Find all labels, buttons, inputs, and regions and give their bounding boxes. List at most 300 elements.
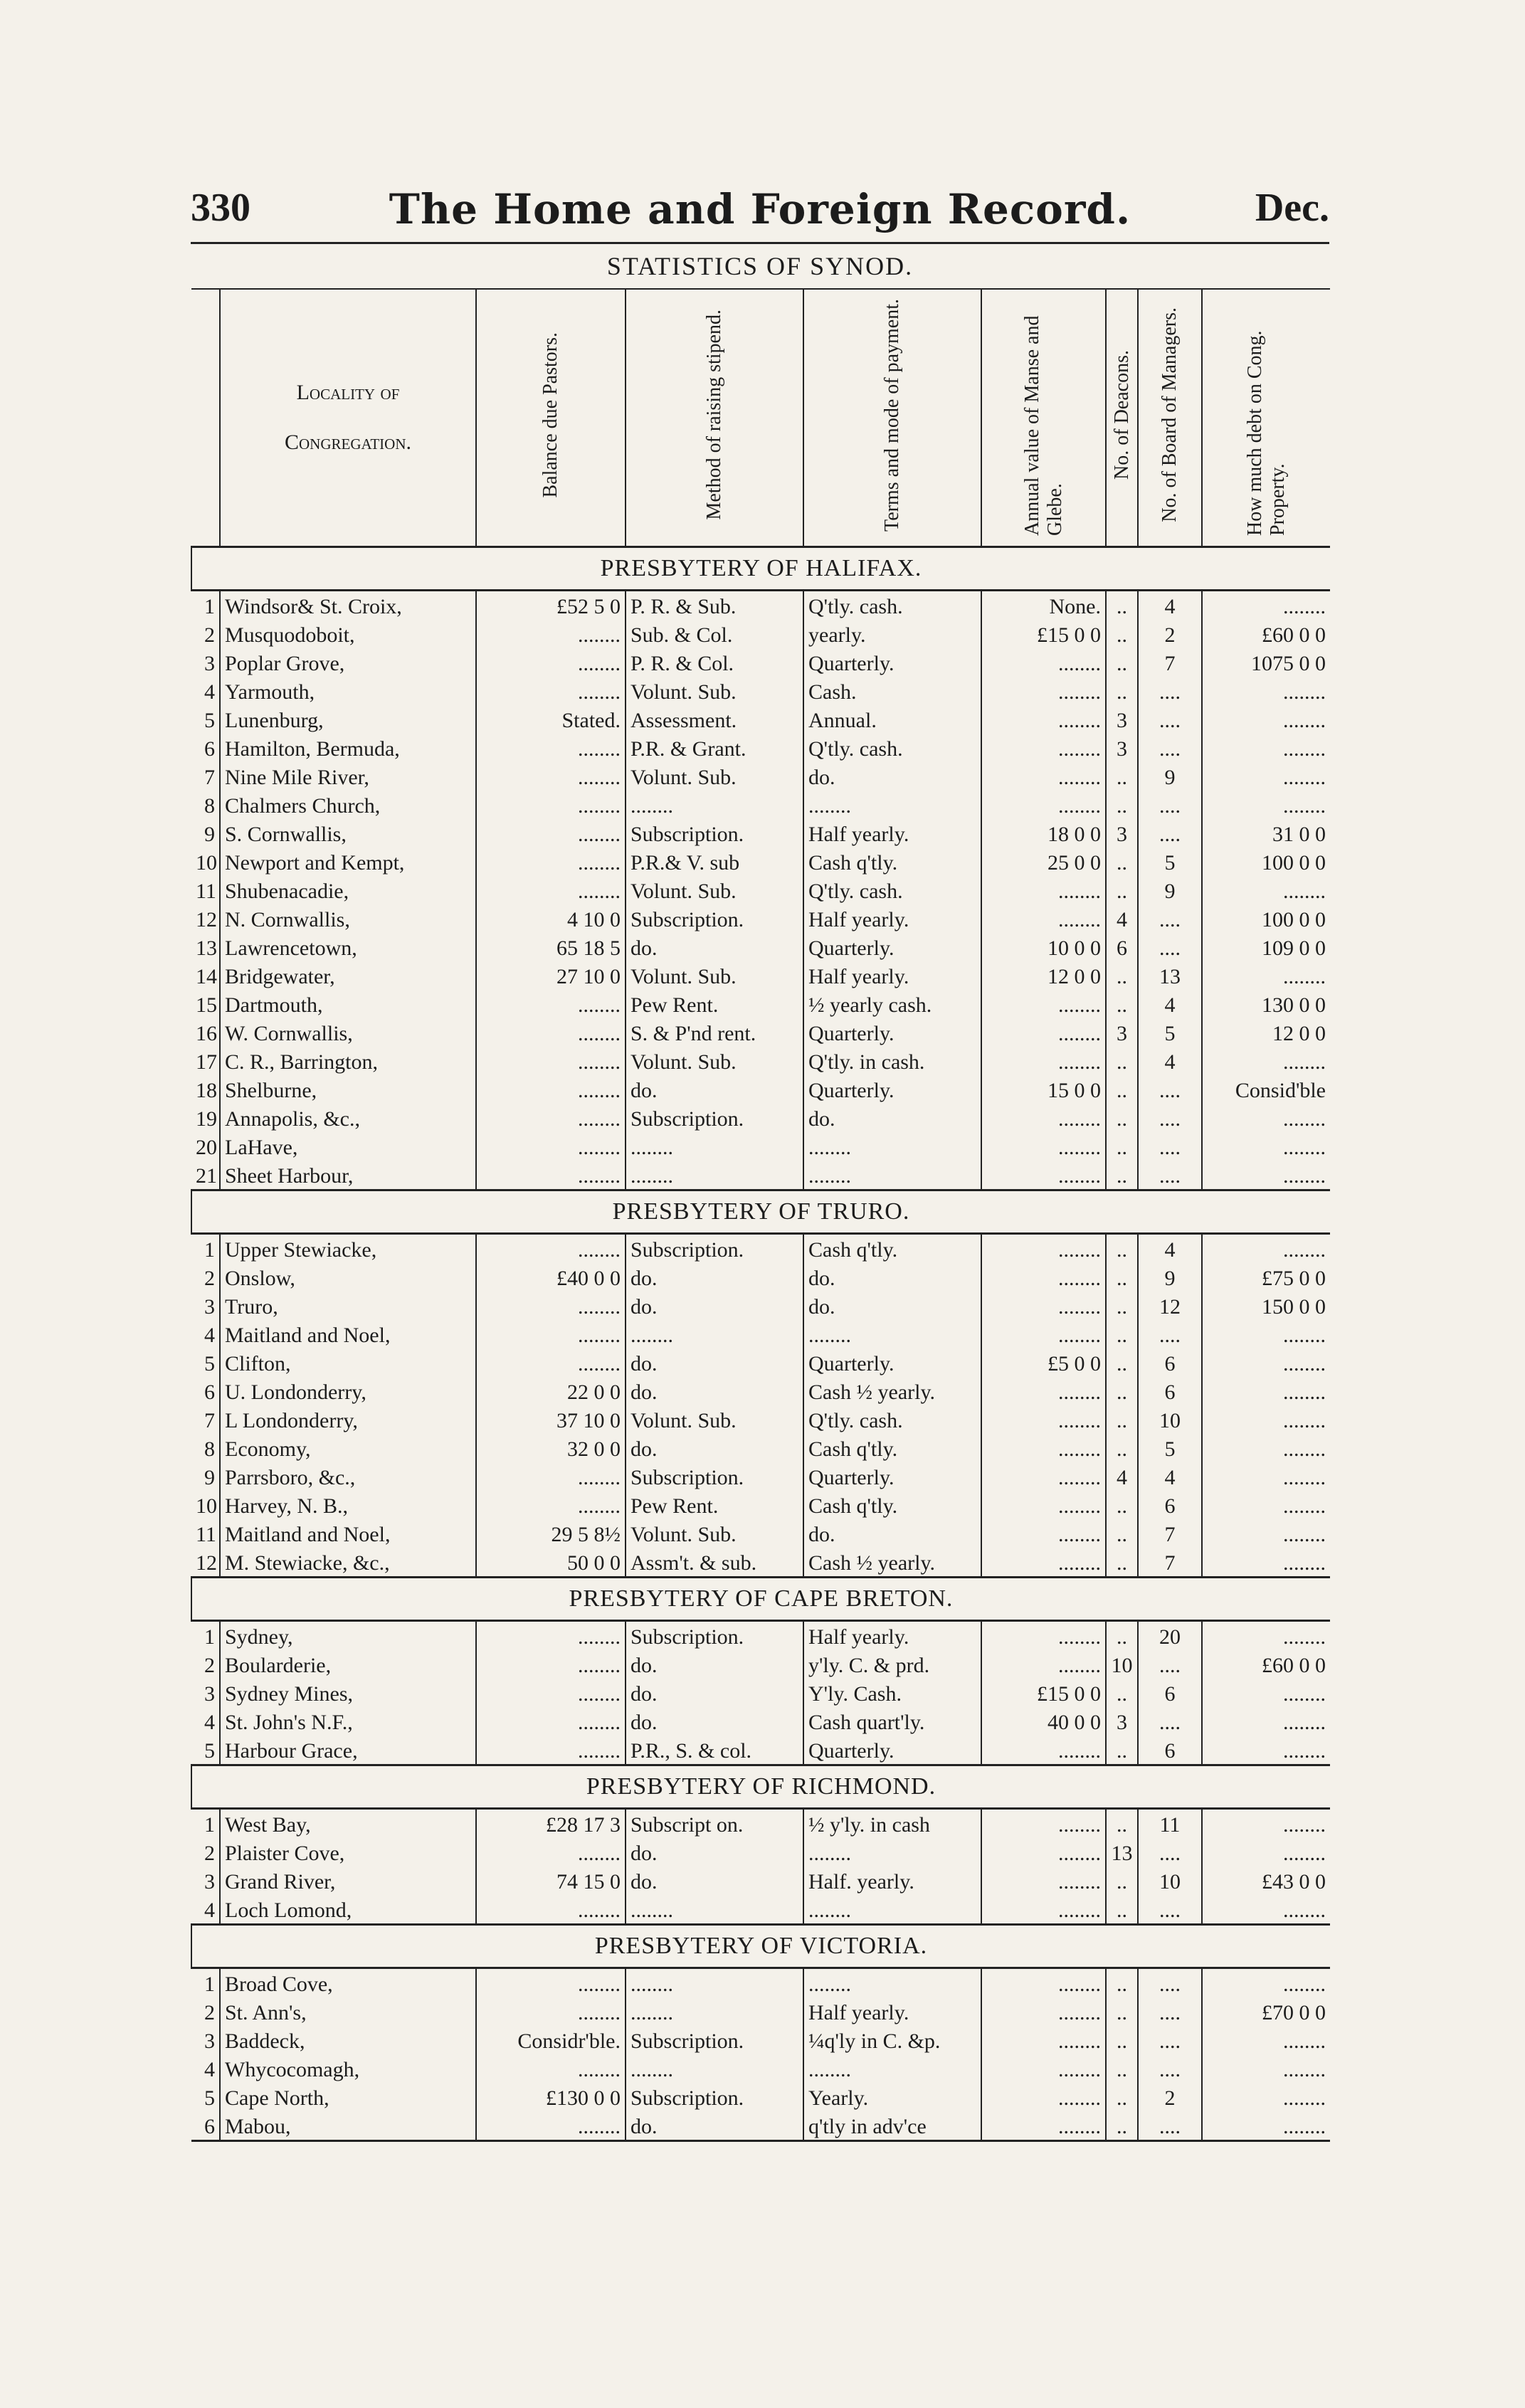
balance-cell: ........	[476, 1462, 626, 1491]
managers-cell: ....	[1138, 933, 1202, 961]
terms-cell: ¼q'ly in C. &p.	[803, 2026, 981, 2054]
locality-cell: Shubenacadie,	[220, 876, 476, 904]
journal-title: The Home and Foreign Record.	[389, 185, 1131, 233]
managers-cell: 6	[1138, 1679, 1202, 1707]
row-number: 7	[204, 766, 215, 789]
method-cell: Volunt. Sub.	[626, 1405, 803, 1434]
terms-cell: Q'tly. cash.	[803, 734, 981, 762]
debt-cell: ........	[1202, 1838, 1330, 1866]
deacons-cell: ..	[1106, 1968, 1138, 1998]
manse-cell: ........	[981, 1405, 1106, 1434]
row-number: 5	[204, 1739, 215, 1763]
table-row	[191, 1809, 1330, 1839]
managers-cell: 2	[1138, 2083, 1202, 2111]
balance-cell: 22 0 0	[476, 1377, 626, 1405]
managers-cell: ....	[1138, 1707, 1202, 1736]
balance-cell: ........	[476, 1997, 626, 2026]
managers-cell: ....	[1138, 2026, 1202, 2054]
terms-cell: Quarterly.	[803, 1348, 981, 1377]
deacons-cell: ..	[1106, 1047, 1138, 1075]
manse-cell: ........	[981, 876, 1106, 904]
row-number: 6	[204, 737, 215, 761]
presbytery-heading-row	[191, 1765, 1330, 1809]
balance-cell: ........	[476, 1132, 626, 1161]
terms-cell: ........	[803, 2054, 981, 2083]
method-cell: do.	[626, 1707, 803, 1736]
balance-cell: ........	[476, 762, 626, 791]
manse-cell: ........	[981, 1161, 1106, 1190]
deacons-cell: ..	[1106, 677, 1138, 705]
debt-cell: Consid'ble	[1202, 1075, 1330, 1104]
row-number: 3	[204, 1870, 215, 1894]
deacons-cell: ..	[1106, 1736, 1138, 1765]
row-number: 11	[196, 880, 216, 903]
presbytery-heading-row	[191, 1925, 1330, 1968]
debt-cell: 130 0 0	[1202, 990, 1330, 1018]
presbytery-heading: PRESBYTERY OF TRURO.	[191, 1190, 1330, 1234]
locality-cell: Bridgewater,	[220, 961, 476, 990]
method-cell: Subscription.	[626, 1462, 803, 1491]
balance-cell: ........	[476, 2111, 626, 2141]
method-cell: do.	[626, 1679, 803, 1707]
method-cell: do.	[626, 2111, 803, 2141]
deacons-cell: ..	[1106, 1104, 1138, 1132]
method-cell: P.R.& V. sub	[626, 847, 803, 876]
debt-cell: 12 0 0	[1202, 1018, 1330, 1047]
row-number: 4	[204, 2058, 215, 2081]
row-number: 17	[196, 1050, 217, 1074]
manse-cell: ........	[981, 762, 1106, 791]
locality-cell: Sheet Harbour,	[220, 1161, 476, 1190]
locality-cell: Hamilton, Bermuda,	[220, 734, 476, 762]
manse-cell: ........	[981, 1736, 1106, 1765]
debt-cell: ........	[1202, 1519, 1330, 1548]
debt-cell: ........	[1202, 1736, 1330, 1765]
balance-cell: ........	[476, 648, 626, 677]
header-manse-text: Annual value of Manse and Glebe.	[1020, 315, 1066, 536]
manse-cell: None.	[981, 591, 1106, 621]
debt-cell: ........	[1202, 1434, 1330, 1462]
row-number: 10	[196, 851, 217, 875]
terms-cell: ........	[803, 1838, 981, 1866]
terms-cell: Quarterly.	[803, 648, 981, 677]
debt-cell: ........	[1202, 791, 1330, 819]
debt-cell: ........	[1202, 1621, 1330, 1651]
deacons-cell: ..	[1106, 1809, 1138, 1839]
table-row	[191, 904, 1330, 933]
managers-cell: 7	[1138, 1548, 1202, 1578]
presbytery-heading: PRESBYTERY OF HALIFAX.	[191, 547, 1330, 591]
managers-cell: 6	[1138, 1377, 1202, 1405]
manse-cell: ........	[981, 677, 1106, 705]
terms-cell: Y'ly. Cash.	[803, 1679, 981, 1707]
manse-cell: ........	[981, 1866, 1106, 1895]
deacons-cell: 10	[1106, 1650, 1138, 1679]
locality-cell: Newport and Kempt,	[220, 847, 476, 876]
terms-cell: Quarterly.	[803, 1736, 981, 1765]
header-debt-text: How much debt on Cong. Property.	[1243, 330, 1289, 536]
manse-cell: ........	[981, 791, 1106, 819]
row-number: 4	[204, 1899, 215, 1922]
manse-cell: ........	[981, 648, 1106, 677]
row-number: 3	[204, 1295, 215, 1319]
balance-cell: 74 15 0	[476, 1866, 626, 1895]
balance-cell: 32 0 0	[476, 1434, 626, 1462]
deacons-cell: 3	[1106, 819, 1138, 847]
page	[191, 171, 1329, 2142]
table-row	[191, 1997, 1330, 2026]
debt-cell: 1075 0 0	[1202, 648, 1330, 677]
balance-cell: ........	[476, 1491, 626, 1519]
balance-cell: ........	[476, 1161, 626, 1190]
managers-cell: ....	[1138, 677, 1202, 705]
locality-cell: Clifton,	[220, 1348, 476, 1377]
locality-cell: S. Cornwallis,	[220, 819, 476, 847]
terms-cell: Q'tly. cash.	[803, 591, 981, 621]
locality-cell: Boularderie,	[220, 1650, 476, 1679]
locality-cell: Poplar Grove,	[220, 648, 476, 677]
managers-cell: ....	[1138, 705, 1202, 734]
header-terms	[803, 289, 981, 547]
row-number: 9	[204, 1466, 215, 1489]
locality-cell: LaHave,	[220, 1132, 476, 1161]
terms-cell: do.	[803, 1519, 981, 1548]
table-row	[191, 1292, 1330, 1320]
managers-cell: 4	[1138, 1047, 1202, 1075]
header-method	[626, 289, 803, 547]
managers-cell: ....	[1138, 1132, 1202, 1161]
row-number: 14	[196, 965, 217, 988]
locality-cell: W. Cornwallis,	[220, 1018, 476, 1047]
balance-cell: ........	[476, 1348, 626, 1377]
row-number: 3	[204, 1682, 215, 1706]
table-body	[191, 547, 1330, 2141]
locality-cell: Sydney Mines,	[220, 1679, 476, 1707]
managers-cell: 5	[1138, 1434, 1202, 1462]
table-row	[191, 1018, 1330, 1047]
locality-cell: Sydney,	[220, 1621, 476, 1651]
managers-cell: 11	[1138, 1809, 1202, 1839]
row-number: 12	[196, 908, 217, 931]
terms-cell: ........	[803, 1132, 981, 1161]
deacons-cell: ..	[1106, 1434, 1138, 1462]
method-cell: Volunt. Sub.	[626, 1519, 803, 1548]
manse-cell: 18 0 0	[981, 819, 1106, 847]
method-cell: do.	[626, 1263, 803, 1292]
deacons-cell: ..	[1106, 1405, 1138, 1434]
manse-cell: ........	[981, 904, 1106, 933]
locality-cell: Upper Stewiacke,	[220, 1234, 476, 1264]
debt-cell: ........	[1202, 1462, 1330, 1491]
method-cell: do.	[626, 1377, 803, 1405]
table-row	[191, 762, 1330, 791]
terms-cell: ........	[803, 1320, 981, 1348]
method-cell: Volunt. Sub.	[626, 677, 803, 705]
balance-cell: ........	[476, 1075, 626, 1104]
deacons-cell: ..	[1106, 591, 1138, 621]
locality-cell: N. Cornwallis,	[220, 904, 476, 933]
manse-cell: ........	[981, 1018, 1106, 1047]
deacons-cell: ..	[1106, 1491, 1138, 1519]
balance-cell: ........	[476, 1104, 626, 1132]
deacons-cell: ..	[1106, 1075, 1138, 1104]
deacons-cell: ..	[1106, 791, 1138, 819]
deacons-cell: 3	[1106, 1707, 1138, 1736]
deacons-cell: ..	[1106, 1548, 1138, 1578]
method-cell: Subscript on.	[626, 1809, 803, 1839]
manse-cell: ........	[981, 1263, 1106, 1292]
managers-cell: ....	[1138, 1320, 1202, 1348]
row-number: 21	[196, 1164, 217, 1188]
managers-cell: 7	[1138, 648, 1202, 677]
debt-cell: ........	[1202, 1161, 1330, 1190]
locality-cell: Shelburne,	[220, 1075, 476, 1104]
method-cell: Volunt. Sub.	[626, 876, 803, 904]
balance-cell: Stated.	[476, 705, 626, 734]
managers-cell: 6	[1138, 1491, 1202, 1519]
method-cell: ........	[626, 1132, 803, 1161]
manse-cell: ........	[981, 2054, 1106, 2083]
terms-cell: ½ yearly cash.	[803, 990, 981, 1018]
debt-cell: ........	[1202, 1104, 1330, 1132]
debt-cell: ........	[1202, 705, 1330, 734]
locality-cell: Economy,	[220, 1434, 476, 1462]
row-number: 8	[204, 794, 215, 818]
deacons-cell: ..	[1106, 1997, 1138, 2026]
method-cell: Volunt. Sub.	[626, 762, 803, 791]
debt-cell: ........	[1202, 1234, 1330, 1264]
table-row	[191, 1838, 1330, 1866]
method-cell: do.	[626, 1838, 803, 1866]
row-number: 19	[196, 1107, 217, 1131]
locality-cell: Cape North,	[220, 2083, 476, 2111]
header-balance-text: Balance due Pastors.	[539, 332, 561, 498]
manse-cell: ........	[981, 1519, 1106, 1548]
manse-cell: ........	[981, 705, 1106, 734]
table-row	[191, 1234, 1330, 1264]
managers-cell: ....	[1138, 734, 1202, 762]
method-cell: P. R. & Sub.	[626, 591, 803, 621]
method-cell: do.	[626, 1348, 803, 1377]
debt-cell: ........	[1202, 1707, 1330, 1736]
manse-cell: ........	[981, 1491, 1106, 1519]
method-cell: Subscription.	[626, 2026, 803, 2054]
balance-cell: ........	[476, 1895, 626, 1925]
debt-cell: ........	[1202, 677, 1330, 705]
method-cell: P. R. & Col.	[626, 648, 803, 677]
manse-cell: £5 0 0	[981, 1348, 1106, 1377]
header-locality-line1: Locality of	[296, 381, 400, 404]
locality-cell: Harbour Grace,	[220, 1736, 476, 1765]
terms-cell: ½ y'ly. in cash	[803, 1809, 981, 1839]
terms-cell: Half yearly.	[803, 1997, 981, 2026]
terms-cell: Half yearly.	[803, 904, 981, 933]
deacons-cell: ..	[1106, 648, 1138, 677]
locality-cell: Maitland and Noel,	[220, 1320, 476, 1348]
locality-cell: Onslow,	[220, 1263, 476, 1292]
debt-cell: ........	[1202, 876, 1330, 904]
table-title: STATISTICS OF SYNOD.	[191, 242, 1329, 288]
table-row	[191, 648, 1330, 677]
managers-cell: ....	[1138, 1104, 1202, 1132]
table-row	[191, 1621, 1330, 1651]
manse-cell: ........	[981, 1838, 1106, 1866]
manse-cell: ........	[981, 1434, 1106, 1462]
locality-cell: Yarmouth,	[220, 677, 476, 705]
row-number: 3	[204, 2029, 215, 2053]
locality-cell: L Londonderry,	[220, 1405, 476, 1434]
terms-cell: Q'tly. cash.	[803, 876, 981, 904]
table-row	[191, 591, 1330, 621]
method-cell: Pew Rent.	[626, 1491, 803, 1519]
debt-cell: £70 0 0	[1202, 1997, 1330, 2026]
manse-cell: ........	[981, 1377, 1106, 1405]
row-number: 15	[196, 993, 217, 1017]
balance-cell: 29 5 8½	[476, 1519, 626, 1548]
deacons-cell: ..	[1106, 1866, 1138, 1895]
deacons-cell: ..	[1106, 2083, 1138, 2111]
deacons-cell: ..	[1106, 1519, 1138, 1548]
managers-cell: ....	[1138, 791, 1202, 819]
deacons-cell: ..	[1106, 1895, 1138, 1925]
balance-cell: ........	[476, 1234, 626, 1264]
method-cell: P.R. & Grant.	[626, 734, 803, 762]
method-cell: Volunt. Sub.	[626, 961, 803, 990]
method-cell: S. & P'nd rent.	[626, 1018, 803, 1047]
managers-cell: 4	[1138, 591, 1202, 621]
row-number: 6	[204, 1380, 215, 1404]
manse-cell: ........	[981, 1132, 1106, 1161]
table-row	[191, 1968, 1330, 1998]
terms-cell: Quarterly.	[803, 1462, 981, 1491]
debt-cell: ........	[1202, 1047, 1330, 1075]
balance-cell: 65 18 5	[476, 933, 626, 961]
method-cell: Subscription.	[626, 2083, 803, 2111]
row-number: 1	[204, 1973, 215, 1996]
locality-cell: C. R., Barrington,	[220, 1047, 476, 1075]
header-deacons	[1106, 289, 1138, 547]
managers-cell: ....	[1138, 819, 1202, 847]
method-cell: Pew Rent.	[626, 990, 803, 1018]
balance-cell: ........	[476, 791, 626, 819]
terms-cell: Q'tly. cash.	[803, 1405, 981, 1434]
header-deacons-text: No. of Deacons.	[1110, 350, 1133, 480]
page-number: 330	[191, 186, 250, 230]
debt-cell: 100 0 0	[1202, 904, 1330, 933]
balance-cell: £40 0 0	[476, 1263, 626, 1292]
balance-cell: 27 10 0	[476, 961, 626, 990]
terms-cell: Quarterly.	[803, 1075, 981, 1104]
deacons-cell: ..	[1106, 847, 1138, 876]
manse-cell: ........	[981, 1809, 1106, 1839]
method-cell: do.	[626, 1075, 803, 1104]
statistics-table	[191, 288, 1330, 2142]
debt-cell: ........	[1202, 2083, 1330, 2111]
manse-cell: ........	[981, 1895, 1106, 1925]
method-cell: Assm't. & sub.	[626, 1548, 803, 1578]
table-row	[191, 1548, 1330, 1578]
row-number: 8	[204, 1437, 215, 1461]
balance-cell: ........	[476, 1679, 626, 1707]
row-number: 3	[204, 652, 215, 675]
manse-cell: ........	[981, 990, 1106, 1018]
manse-cell: ........	[981, 1320, 1106, 1348]
header-manse	[981, 289, 1106, 547]
balance-cell: ........	[476, 1707, 626, 1736]
managers-cell: 4	[1138, 990, 1202, 1018]
issue-month: Dec.	[1255, 186, 1329, 230]
table-row	[191, 1736, 1330, 1765]
manse-cell: ........	[981, 1997, 1106, 2026]
debt-cell: ........	[1202, 961, 1330, 990]
locality-cell: Mabou,	[220, 2111, 476, 2141]
table-row	[191, 1263, 1330, 1292]
table-row	[191, 2111, 1330, 2141]
debt-cell: ........	[1202, 2111, 1330, 2141]
terms-cell: yearly.	[803, 620, 981, 648]
manse-cell: 10 0 0	[981, 933, 1106, 961]
table-row	[191, 1348, 1330, 1377]
balance-cell: ........	[476, 1838, 626, 1866]
terms-cell: do.	[803, 1292, 981, 1320]
managers-cell: 12	[1138, 1292, 1202, 1320]
balance-cell: £130 0 0	[476, 2083, 626, 2111]
debt-cell: ........	[1202, 1968, 1330, 1998]
debt-cell: ........	[1202, 1132, 1330, 1161]
debt-cell: ........	[1202, 591, 1330, 621]
manse-cell: 25 0 0	[981, 847, 1106, 876]
managers-cell: 6	[1138, 1736, 1202, 1765]
deacons-cell: ..	[1106, 1292, 1138, 1320]
table-row	[191, 705, 1330, 734]
balance-cell: ........	[476, 876, 626, 904]
table-row	[191, 734, 1330, 762]
row-number: 1	[204, 595, 215, 618]
row-number: 4	[204, 680, 215, 704]
balance-cell: ........	[476, 1621, 626, 1651]
header-managers-text: No. of Board of Managers.	[1159, 307, 1181, 522]
managers-cell: ....	[1138, 1161, 1202, 1190]
terms-cell: Yearly.	[803, 2083, 981, 2111]
locality-cell: Truro,	[220, 1292, 476, 1320]
deacons-cell: 4	[1106, 904, 1138, 933]
locality-cell: U. Londonderry,	[220, 1377, 476, 1405]
balance-cell: £52 5 0	[476, 591, 626, 621]
manse-cell: ........	[981, 1968, 1106, 1998]
method-cell: Sub. & Col.	[626, 620, 803, 648]
table-row	[191, 1462, 1330, 1491]
terms-cell: Cash q'tly.	[803, 1234, 981, 1264]
terms-cell: ........	[803, 1968, 981, 1998]
terms-cell: Quarterly.	[803, 1018, 981, 1047]
manse-cell: ........	[981, 1548, 1106, 1578]
managers-cell: ....	[1138, 1895, 1202, 1925]
terms-cell: do.	[803, 762, 981, 791]
presbytery-heading-row	[191, 1578, 1330, 1621]
balance-cell: ........	[476, 1736, 626, 1765]
table-row	[191, 1132, 1330, 1161]
managers-cell: 9	[1138, 876, 1202, 904]
presbytery-heading: PRESBYTERY OF RICHMOND.	[191, 1765, 1330, 1809]
row-number: 2	[204, 2001, 215, 2024]
balance-cell: 50 0 0	[476, 1548, 626, 1578]
terms-cell: Cash quart'ly.	[803, 1707, 981, 1736]
deacons-cell: ..	[1106, 1679, 1138, 1707]
manse-cell: ........	[981, 2111, 1106, 2141]
balance-cell: ........	[476, 1047, 626, 1075]
managers-cell: ....	[1138, 1968, 1202, 1998]
managers-cell: ....	[1138, 904, 1202, 933]
